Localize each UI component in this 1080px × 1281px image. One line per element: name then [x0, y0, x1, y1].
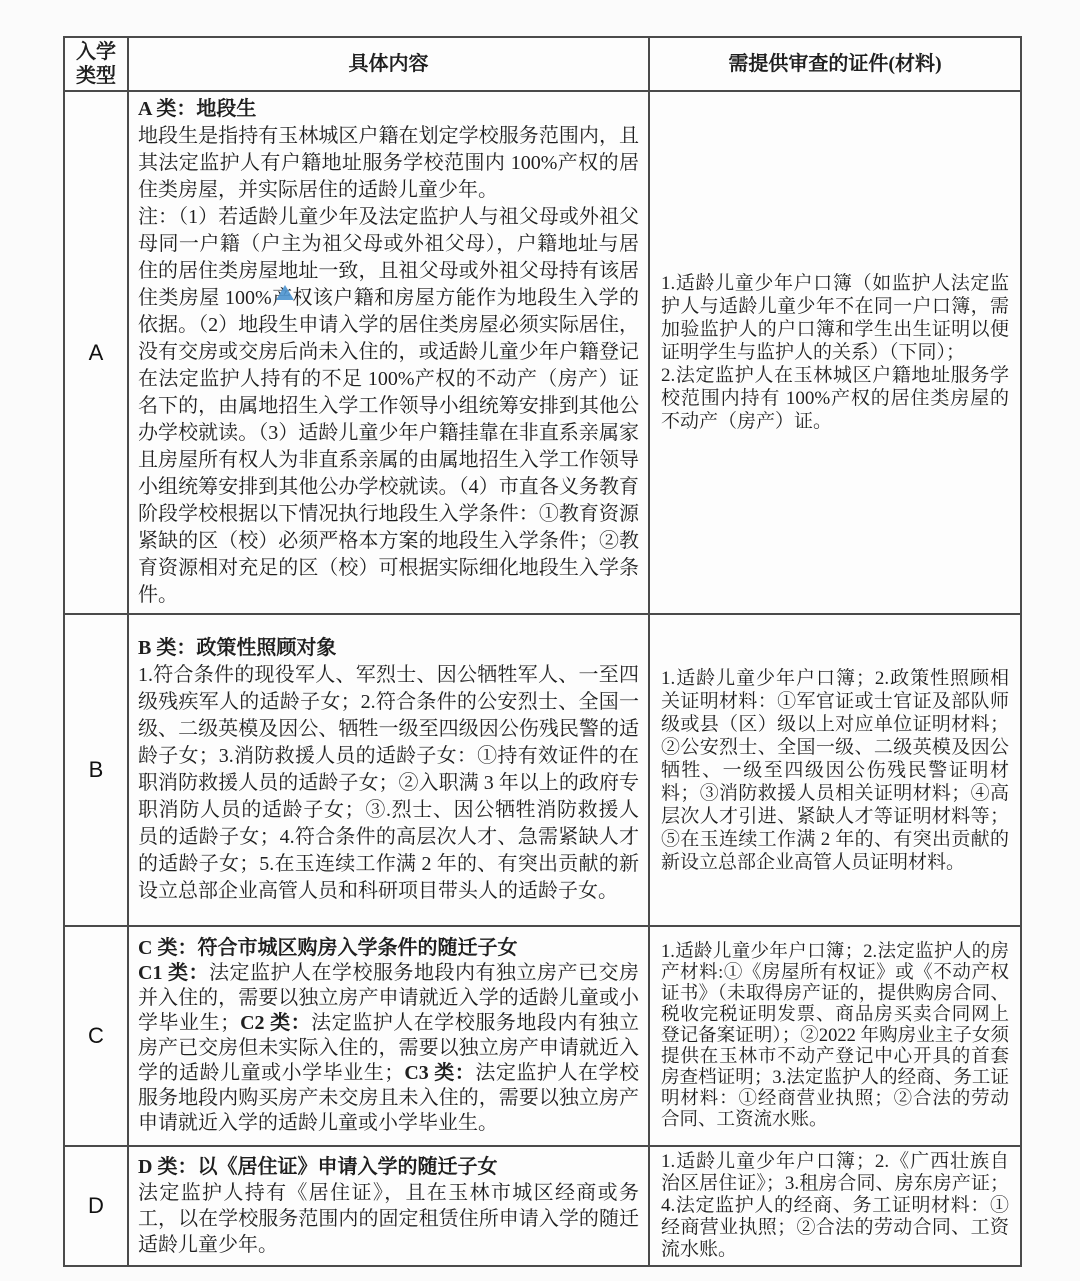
- row-b-paragraph: 1.符合条件的现役军人、军烈士、因公牺牲军人、一至四级残疾军人的适龄子女；2.符合条件的公安烈士、全国一级、二级英模及因公、牺牲一级至四级因公伤残民警的适龄子女；3.消防救援人员的适龄子女：①持有效证件的在职消防救援人员的适龄子女；②入职满 3 年以上的政府专职消防人员的适龄子女；③.烈士、因公牺牲消防救援人员的适龄子女；4.符合条件的高层次人才、急需紧缺人才的适龄子女；5.在玉连续工作满 2 年的、有突出贡献的新设立总部企业高管人员和科研项目带头人的适龄子女。: [138, 664, 639, 902]
- row-a-document-item: 2.法定监护人在玉林城区户籍地址服务学校范围内持有 100%产权的居住类房屋的不动产（房产）证。: [661, 365, 1009, 432]
- header-required-documents: 需提供审查的证件(材料): [649, 37, 1021, 91]
- row-a-content-cell: [128, 91, 649, 614]
- row-c-subtype-text: 法定监护人在学校服务地段内有独立房产已交房并入住的，需要以独立房产申请就近入学的适龄儿童或小学毕业生；: [138, 962, 639, 1034]
- row-c-title: C 类：符合市城区购房入学条件的随迁子女: [138, 937, 518, 959]
- row-c-subtype-label: C1 类：: [138, 962, 209, 984]
- header-specific-content: 具体内容: [128, 37, 649, 91]
- text-selection-handle-icon[interactable]: [276, 285, 294, 300]
- enrollment-types-table: [63, 36, 1022, 1267]
- row-c-paragraph: [138, 961, 639, 1136]
- header-enrollment-type: 入学类型: [64, 37, 128, 91]
- row-a-letter: A: [64, 91, 128, 614]
- row-c-document-item: 1.适龄儿童少年户口簿；2.法定监护人的房产材料:①《房屋所有权证》或《不动产权证书》（未取得房产证的，提供购房合同、税收完税证明发票、商品房买卖合同网上登记备案证明）；②2022 年购房业主子女须提供在玉林市不动产登记中心开具的首套房查档证明；3.法定监护人的经商、务工证明材料：①经商营业执照；②合法的劳动合同、工资流水账。: [661, 941, 1009, 1130]
- row-d-content-cell: [128, 1146, 649, 1266]
- row-b-documents-cell: [649, 614, 1021, 926]
- row-a-note-paragraph: 注：（1）若适龄儿童少年及法定监护人与祖父母或外祖父母同一户籍（户主为祖父母或外祖父母），户籍地址与居住的居住类房屋地址一致，且祖父母或外祖父母持有该居住类房屋 100%产权该户籍和房屋方能作为地段生入学的依据。（2）地段生申请入学的居住类房屋必须实际居住，没有交房或交房后尚未入住的，或适龄儿童少年户籍登记在法定监护人持有的不足 100%产权的不动产（房产）证名下的，由属地招生入学工作领导小组统筹安排到其他公办学校就读。（3）适龄儿童少年户籍挂靠在非直系亲属家且房屋所有权人为非直系亲属的由属地招生入学工作领导小组统筹安排到其他公办学校就读。（4）市直各义务教育阶段学校根据以下情况执行地段生入学条件：①教育资源紧缺的区（校）必须严格本方案的地段生入学条件；②教育资源相对充足的区（校）可根据实际细化地段生入学条件。: [138, 206, 639, 606]
- table-row-a: [64, 91, 1021, 614]
- table-row-c: [64, 926, 1021, 1146]
- row-c-subtype-label: C3 类：: [404, 1062, 476, 1084]
- row-d-document-item: 1.适龄儿童少年户口簿；2.《广西壮族自治区居住证》；3.租房合同、房东房产证；4.法定监护人的经商、务工证明材料：①经商营业执照；②合法的劳动合同、工资流水账。: [661, 1151, 1009, 1260]
- table-header-row: [64, 37, 1021, 91]
- row-b-content-cell: [128, 614, 649, 926]
- table-row-d: [64, 1146, 1021, 1266]
- row-c-subtype-text: 法定监护人在学校服务地段内有独立房产已交房但未实际入住的，需要以独立房产申请就近入学的适龄儿童或小学毕业生；: [138, 1012, 640, 1084]
- row-c-documents-cell: [649, 926, 1021, 1146]
- row-c-subtype-label: C2 类：: [240, 1012, 312, 1034]
- row-a-documents-cell: [649, 91, 1021, 614]
- row-b-document-item: 1.适龄儿童少年户口簿；2.政策性照顾相关证明材料：①军官证或士官证及部队师级或县（区）级以上对应单位证明材料；②公安烈士、全国一级、二级英模及因公牺牲、一级至四级因公伤残民警证明材料；③消防救援人员相关证明材料；④高层次人才引进、紧缺人才等证明材料等；⑤在玉连续工作满 2 年的、有突出贡献的新设立总部企业高管人员证明材料。: [661, 667, 1009, 873]
- row-d-documents-cell: [649, 1146, 1021, 1266]
- row-a-title: A 类：地段生: [138, 98, 257, 120]
- row-a-document-item: 1.适龄儿童少年户口簿（如监护人法定监护人与适龄儿童少年不在同一户口簿，需加验监护人的户口簿和学生出生证明以便证明学生与监护人的关系）（下同）；: [661, 273, 1009, 363]
- row-a-paragraph: 地段生是指持有玉林城区户籍在划定学校服务范围内，且其法定监护人有户籍地址服务学校范围内 100%产权的居住类房屋，并实际居住的适龄儿童少年。: [138, 125, 639, 201]
- row-b-letter: B: [64, 614, 128, 926]
- row-c-subtype-text: 法定监护人在学校服务地段内购买房产未交房且未入住的，需要以独立房产申请就近入学的适龄儿童或小学毕业生。: [138, 1062, 640, 1134]
- row-d-letter: D: [64, 1146, 128, 1266]
- table-row-b: [64, 614, 1021, 926]
- row-b-title: B 类：政策性照顾对象: [138, 637, 337, 659]
- row-c-content-cell: [128, 926, 649, 1146]
- row-d-title: D 类：以《居住证》申请入学的随迁子女: [138, 1156, 498, 1178]
- row-d-paragraph: 法定监护人持有《居住证》，且在玉林市城区经商或务工，以在学校服务范围内的固定租赁住所申请入学的随迁适龄儿童少年。: [138, 1182, 639, 1256]
- row-c-letter: C: [64, 926, 128, 1146]
